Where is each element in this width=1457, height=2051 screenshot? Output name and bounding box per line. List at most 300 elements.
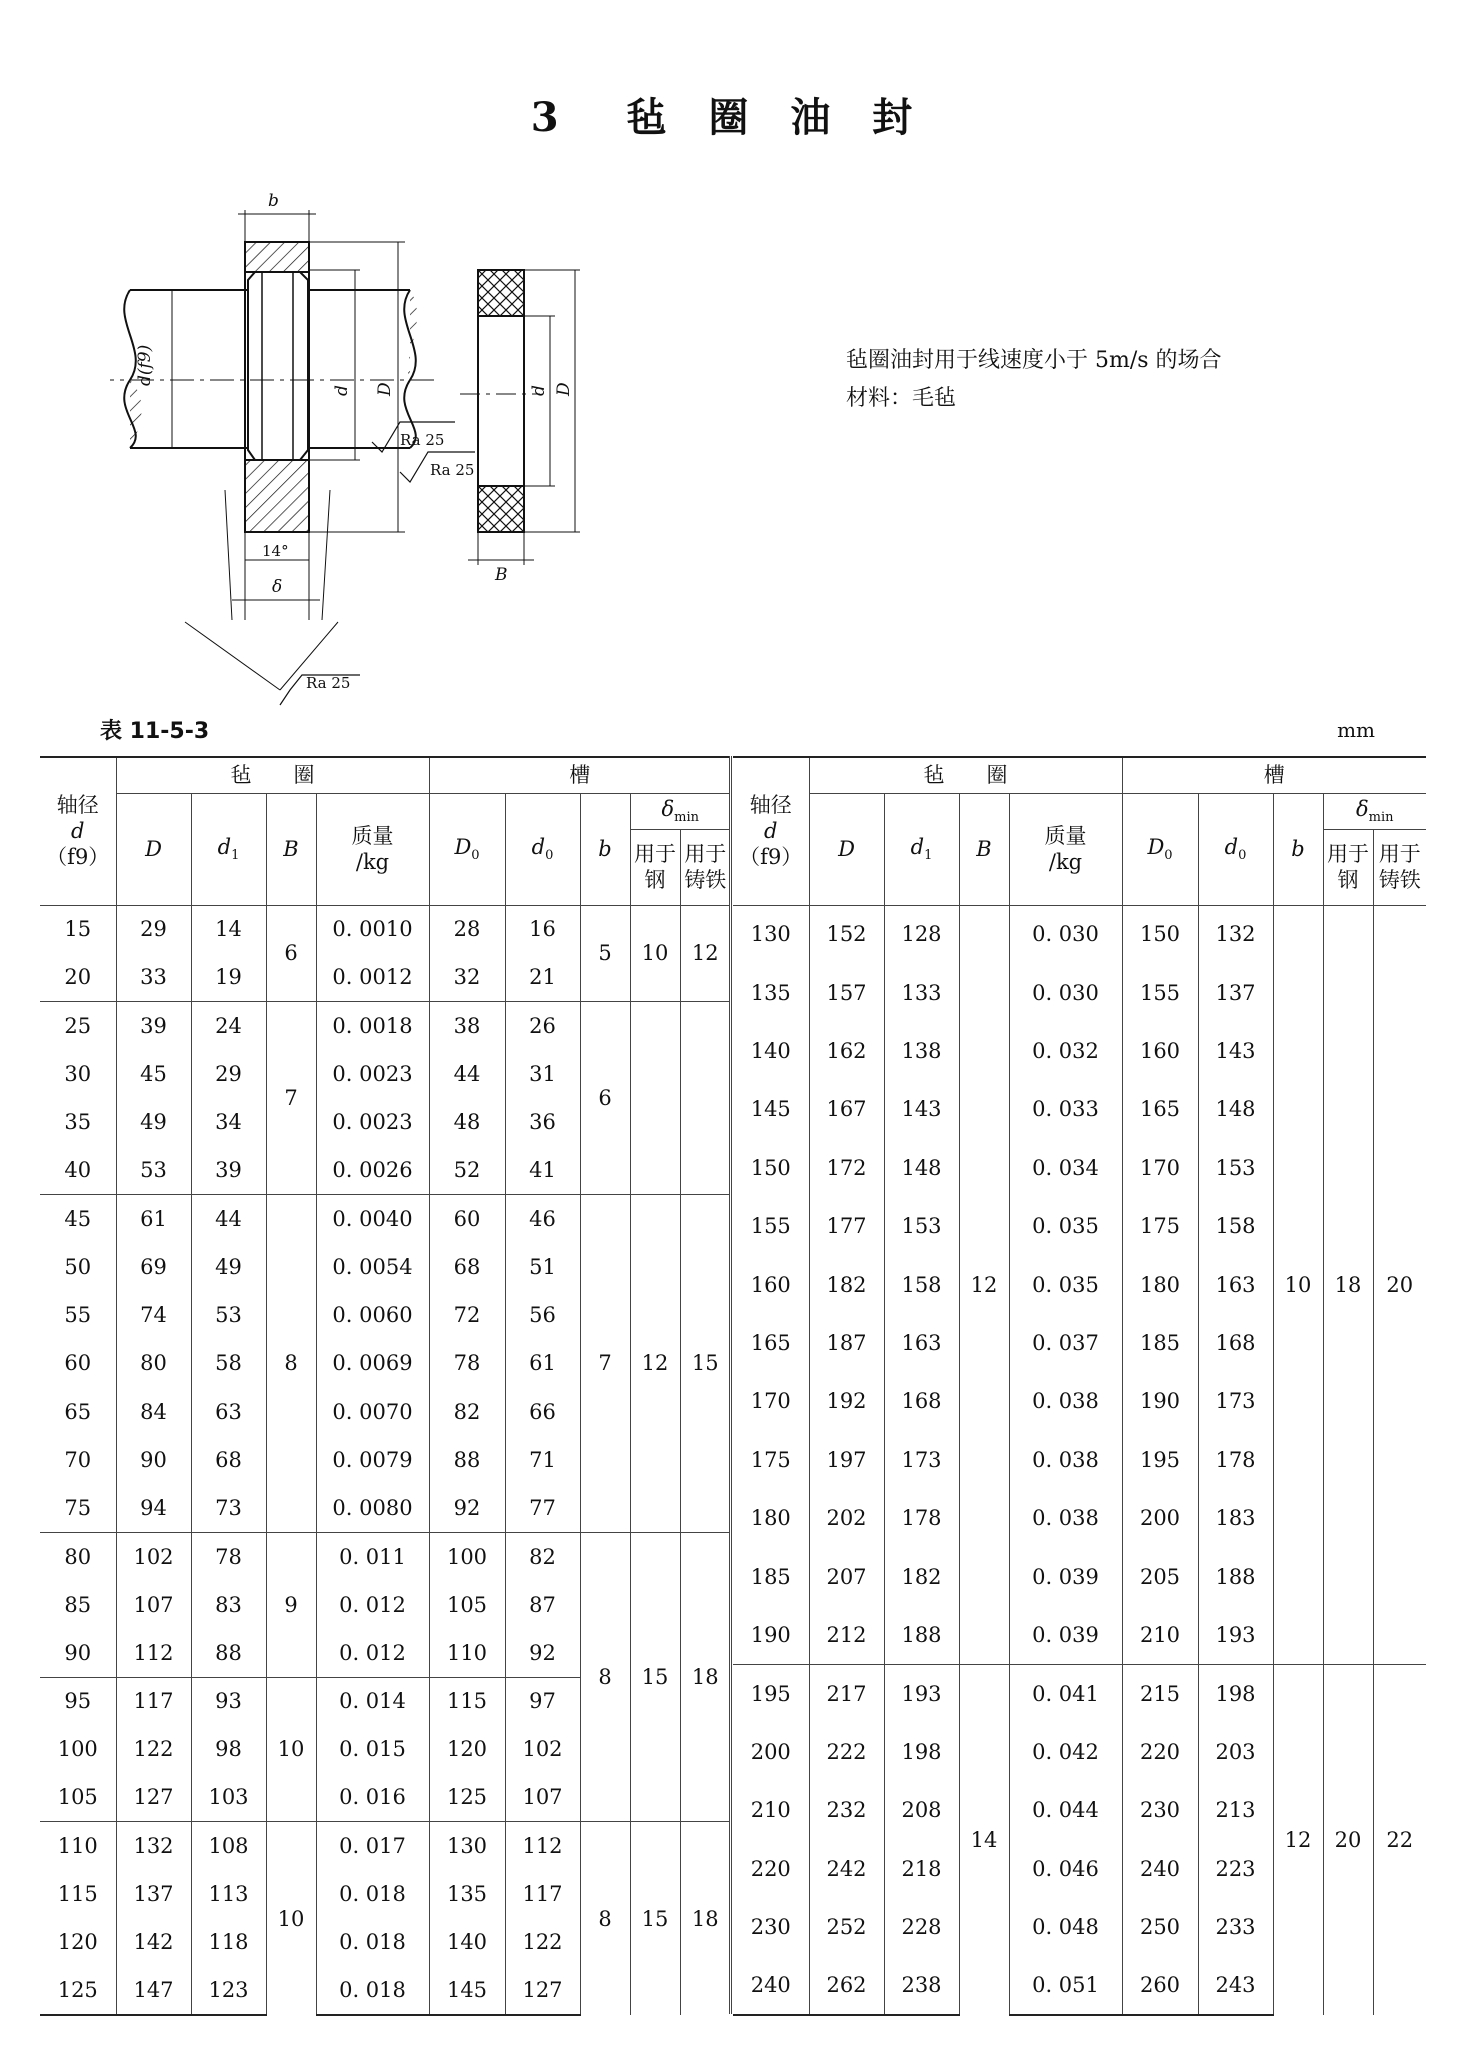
cell-D0: 200 [1122,1489,1198,1547]
cell-mass: 0. 012 [316,1581,429,1629]
cell-mass: 0. 018 [316,1967,429,2015]
cell-D: 147 [116,1967,191,2015]
cell-d1: 83 [191,1581,266,1629]
cell-d1: 34 [191,1098,266,1146]
cell-shaft-d: 185 [733,1547,809,1605]
cell-mass: 0. 0080 [316,1484,429,1532]
cell-delta-iron [680,1002,730,1195]
cell-shaft-d: 135 [733,963,809,1021]
cell-D: 74 [116,1291,191,1339]
cell-shaft-d: 210 [733,1781,809,1839]
cell-B: 14 [959,1664,1009,2014]
cell-mass: 0. 037 [1009,1314,1122,1372]
cell-shaft-d: 30 [40,1050,116,1098]
cell-D: 177 [809,1197,884,1255]
cell-shaft-d: 195 [733,1664,809,1722]
cell-shaft-d: 25 [40,1002,116,1050]
header-b: b [1273,793,1323,905]
cell-b: 8 [580,1532,630,1822]
cell-B: 10 [266,1822,316,2015]
cell-d0: 102 [505,1725,580,1773]
cell-delta-steel: 10 [630,905,680,1002]
cell-d1: 148 [884,1139,959,1197]
cell-b: 12 [1273,1664,1323,2014]
cell-d1: 218 [884,1840,959,1898]
cell-d0: 51 [505,1243,580,1291]
header-D: D [116,793,191,905]
cell-mass: 0. 035 [1009,1197,1122,1255]
cell-D: 33 [116,953,191,1001]
cell-D: 242 [809,1840,884,1898]
cell-mass: 0. 038 [1009,1489,1122,1547]
cell-d0: 198 [1198,1664,1273,1722]
description [846,342,1222,418]
cell-d1: 93 [191,1677,266,1725]
cell-d1: 138 [884,1022,959,1080]
cell-d1: 228 [884,1898,959,1956]
cell-d1: 63 [191,1388,266,1436]
cell-d0: 41 [505,1146,580,1194]
header-B: B [266,793,316,905]
header-groove: 槽 [1122,757,1426,793]
cell-d0: 107 [505,1774,580,1822]
cell-mass: 0. 039 [1009,1606,1122,1664]
header-steel: 用于 钢 [630,829,680,905]
cell-d1: 58 [191,1339,266,1387]
cell-d1: 178 [884,1489,959,1547]
cell-D0: 250 [1122,1898,1198,1956]
description-usage: 毡圈油封用于线速度小于 5m/s 的场合 [846,348,1222,373]
cell-mass: 0. 032 [1009,1022,1122,1080]
cell-d1: 153 [884,1197,959,1255]
description-material: 材料：毛毡 [846,386,957,411]
cell-delta-iron: 22 [1373,1664,1426,2014]
cell-mass: 0. 046 [1009,1840,1122,1898]
cell-D: 172 [809,1139,884,1197]
cell-d0: 127 [505,1967,580,2015]
cell-D: 187 [809,1314,884,1372]
cell-d1: 53 [191,1291,266,1339]
table-left-half [40,756,730,2016]
cell-d0: 66 [505,1388,580,1436]
cell-d0: 188 [1198,1547,1273,1605]
cell-d0: 148 [1198,1080,1273,1138]
header-felt: 毡 圈 [809,757,1122,793]
cell-shaft-d: 50 [40,1243,116,1291]
cell-d0: 82 [505,1532,580,1580]
cell-shaft-d: 230 [733,1898,809,1956]
cell-D: 90 [116,1436,191,1484]
cell-mass: 0. 018 [316,1870,429,1918]
cell-mass: 0. 0070 [316,1388,429,1436]
cell-mass: 0. 035 [1009,1255,1122,1313]
cell-d0: 213 [1198,1781,1273,1839]
table-row [40,1002,730,1050]
cell-mass: 0. 018 [316,1918,429,1966]
cell-D: 157 [809,963,884,1021]
cell-mass: 0. 0054 [316,1243,429,1291]
cell-mass: 0. 0012 [316,953,429,1001]
cell-D: 122 [116,1725,191,1773]
cell-mass: 0. 030 [1009,963,1122,1021]
cell-shaft-d: 175 [733,1431,809,1489]
cell-D0: 88 [429,1436,505,1484]
header-D: D [809,793,884,905]
cell-shaft-d: 165 [733,1314,809,1372]
cell-D0: 92 [429,1484,505,1532]
cell-mass: 0. 0010 [316,905,429,953]
cell-shaft-d: 155 [733,1197,809,1255]
cell-D0: 220 [1122,1723,1198,1781]
label-ra-2: Ra 25 [430,461,475,479]
cell-mass: 0. 0018 [316,1002,429,1050]
cell-d1: 98 [191,1725,266,1773]
header-D0: $D_0$ [429,793,505,905]
cell-d1: 24 [191,1002,266,1050]
header-mass: 质量 /kg [316,793,429,905]
cell-D: 61 [116,1195,191,1243]
cell-shaft-d: 65 [40,1388,116,1436]
header-groove: 槽 [429,757,730,793]
cell-D0: 68 [429,1243,505,1291]
cell-D: 84 [116,1388,191,1436]
cell-D: 212 [809,1606,884,1664]
cell-D: 152 [809,905,884,963]
table-row [40,1195,730,1243]
cell-D0: 180 [1122,1255,1198,1313]
cell-mass: 0. 038 [1009,1431,1122,1489]
cell-d0: 132 [1198,905,1273,963]
cell-d0: 21 [505,953,580,1001]
cell-d1: 128 [884,905,959,963]
cell-B: 12 [959,905,1009,1664]
cell-D0: 32 [429,953,505,1001]
cell-shaft-d: 20 [40,953,116,1001]
cell-D0: 28 [429,905,505,953]
label-b: b [268,191,279,211]
cell-mass: 0. 0079 [316,1436,429,1484]
cell-D0: 78 [429,1339,505,1387]
cell-shaft-d: 200 [733,1723,809,1781]
cell-shaft-d: 160 [733,1255,809,1313]
cell-mass: 0. 041 [1009,1664,1122,1722]
cell-d0: 158 [1198,1197,1273,1255]
cell-D0: 105 [429,1581,505,1629]
cell-shaft-d: 115 [40,1870,116,1918]
header-shaft: 轴径 d （f9） [733,757,809,905]
cell-d0: 173 [1198,1372,1273,1430]
cell-d1: 198 [884,1723,959,1781]
cell-B: 7 [266,1002,316,1195]
cell-shaft-d: 220 [733,1840,809,1898]
cell-shaft-d: 100 [40,1725,116,1773]
cell-d1: 193 [884,1664,959,1722]
header-d0: $d_0$ [1198,793,1273,905]
cell-D0: 82 [429,1388,505,1436]
cell-D: 69 [116,1243,191,1291]
cell-shaft-d: 60 [40,1339,116,1387]
cell-d0: 143 [1198,1022,1273,1080]
cell-d1: 238 [884,1956,959,2014]
table-right-half [733,756,1426,2016]
cell-D: 112 [116,1629,191,1677]
header-delta: $\delta_{min}$ [630,793,730,829]
cell-d0: 71 [505,1436,580,1484]
cell-D: 182 [809,1255,884,1313]
cell-D0: 160 [1122,1022,1198,1080]
cell-mass: 0. 044 [1009,1781,1122,1839]
cell-shaft-d: 45 [40,1195,116,1243]
cell-d0: 163 [1198,1255,1273,1313]
cell-b: 5 [580,905,630,1002]
cell-D: 80 [116,1339,191,1387]
cell-b: 10 [1273,905,1323,1664]
cell-D0: 130 [429,1822,505,1870]
cell-d1: 208 [884,1781,959,1839]
cell-d0: 56 [505,1291,580,1339]
header-felt: 毡 圈 [116,757,429,793]
cell-shaft-d: 145 [733,1080,809,1138]
cell-D: 117 [116,1677,191,1725]
cell-mass: 0. 038 [1009,1372,1122,1430]
cell-shaft-d: 15 [40,905,116,953]
cell-d1: 29 [191,1050,266,1098]
cell-delta-steel: 15 [630,1532,680,1822]
cell-d1: 44 [191,1195,266,1243]
cell-delta-steel: 15 [630,1822,680,2015]
cell-d1: 133 [884,963,959,1021]
cell-D0: 215 [1122,1664,1198,1722]
cell-mass: 0. 017 [316,1822,429,1870]
cell-delta-iron: 18 [680,1822,730,2015]
label-d-f9: d(f9) [135,344,155,386]
cell-shaft-d: 180 [733,1489,809,1547]
cell-shaft-d: 55 [40,1291,116,1339]
cell-shaft-d: 170 [733,1372,809,1430]
cell-d0: 31 [505,1050,580,1098]
cell-D: 222 [809,1723,884,1781]
header-shaft: 轴径 d （f9） [40,757,116,905]
cell-D0: 38 [429,1002,505,1050]
label-delta: δ [272,577,283,597]
header-d1: $d_1$ [191,793,266,905]
cell-D: 207 [809,1547,884,1605]
cell-D: 167 [809,1080,884,1138]
header-d1: $d_1$ [884,793,959,905]
cell-mass: 0. 042 [1009,1723,1122,1781]
cell-b: 7 [580,1195,630,1533]
cell-d0: 87 [505,1581,580,1629]
cell-D0: 150 [1122,905,1198,963]
cell-D0: 72 [429,1291,505,1339]
cell-d0: 26 [505,1002,580,1050]
header-d0: $d_0$ [505,793,580,905]
cell-shaft-d: 80 [40,1532,116,1580]
table-row [40,1532,730,1580]
cell-mass: 0. 011 [316,1532,429,1580]
cell-mass: 0. 051 [1009,1956,1122,2014]
header-mass: 质量 /kg [1009,793,1122,905]
cell-mass: 0. 0023 [316,1050,429,1098]
label-B: B [495,565,508,585]
cell-shaft-d: 110 [40,1822,116,1870]
cell-D: 232 [809,1781,884,1839]
cell-D0: 185 [1122,1314,1198,1372]
cell-b: 6 [580,1002,630,1195]
cell-d1: 168 [884,1372,959,1430]
cell-d0: 112 [505,1822,580,1870]
cell-delta-iron: 12 [680,905,730,1002]
cell-d1: 68 [191,1436,266,1484]
cell-D0: 140 [429,1918,505,1966]
cell-d1: 113 [191,1870,266,1918]
cell-delta-iron: 18 [680,1532,730,1822]
cell-D0: 190 [1122,1372,1198,1430]
header-D0: $D_0$ [1122,793,1198,905]
cell-d1: 163 [884,1314,959,1372]
cell-mass: 0. 014 [316,1677,429,1725]
cell-d1: 182 [884,1547,959,1605]
cell-D: 127 [116,1774,191,1822]
cell-D: 262 [809,1956,884,2014]
cell-mass: 0. 015 [316,1725,429,1773]
cell-d0: 122 [505,1918,580,1966]
cell-D: 217 [809,1664,884,1722]
cell-d1: 108 [191,1822,266,1870]
cell-d0: 233 [1198,1898,1273,1956]
cell-D: 137 [116,1870,191,1918]
cell-d1: 88 [191,1629,266,1677]
cell-mass: 0. 048 [1009,1898,1122,1956]
cell-mass: 0. 0026 [316,1146,429,1194]
cell-D: 162 [809,1022,884,1080]
cell-d0: 61 [505,1339,580,1387]
cell-d0: 117 [505,1870,580,1918]
label-ra-3: Ra 25 [306,674,351,692]
cell-D: 142 [116,1918,191,1966]
cell-d0: 137 [1198,963,1273,1021]
cell-d1: 143 [884,1080,959,1138]
cell-d1: 118 [191,1918,266,1966]
cell-D0: 175 [1122,1197,1198,1255]
page-title: 3 毡 圈 油 封 [530,94,927,141]
cell-D0: 110 [429,1629,505,1677]
cell-d1: 73 [191,1484,266,1532]
label-d1: d [529,385,549,396]
cell-mass: 0. 039 [1009,1547,1122,1605]
table-caption: 表 11-5-3 [100,719,210,744]
cell-shaft-d: 95 [40,1677,116,1725]
cell-D0: 135 [429,1870,505,1918]
label-D0: D [375,382,395,396]
cell-d1: 188 [884,1606,959,1664]
label-ra-1: Ra 25 [400,431,445,449]
cell-mass: 0. 033 [1009,1080,1122,1138]
cell-shaft-d: 190 [733,1606,809,1664]
cell-D0: 260 [1122,1956,1198,2014]
cell-d1: 78 [191,1532,266,1580]
table-row [733,905,1426,963]
label-D: D [554,382,574,396]
cell-shaft-d: 125 [40,1967,116,2015]
cell-shaft-d: 240 [733,1956,809,2014]
cell-mass: 0. 0040 [316,1195,429,1243]
header-B: B [959,793,1009,905]
cell-delta-iron: 20 [1373,905,1426,1664]
felt-seal-drawing [110,190,670,710]
cell-D0: 120 [429,1725,505,1773]
header-delta: $\delta_{min}$ [1323,793,1426,829]
cell-D: 49 [116,1098,191,1146]
cell-D: 202 [809,1489,884,1547]
cell-d1: 19 [191,953,266,1001]
cell-D0: 155 [1122,963,1198,1021]
cell-d0: 153 [1198,1139,1273,1197]
label-d0: d [332,385,352,396]
cell-d0: 183 [1198,1489,1273,1547]
cell-D0: 230 [1122,1781,1198,1839]
cell-D0: 52 [429,1146,505,1194]
cell-d0: 168 [1198,1314,1273,1372]
cell-d0: 77 [505,1484,580,1532]
cell-d1: 39 [191,1146,266,1194]
cell-D0: 240 [1122,1840,1198,1898]
label-angle: 14° [262,542,289,560]
cell-d1: 103 [191,1774,266,1822]
cell-shaft-d: 70 [40,1436,116,1484]
cell-d0: 203 [1198,1723,1273,1781]
cell-d0: 36 [505,1098,580,1146]
cell-D: 53 [116,1146,191,1194]
cell-shaft-d: 140 [733,1022,809,1080]
cell-D0: 145 [429,1967,505,2015]
cell-d0: 193 [1198,1606,1273,1664]
cell-mass: 0. 016 [316,1774,429,1822]
cell-d0: 243 [1198,1956,1273,2014]
cell-shaft-d: 35 [40,1098,116,1146]
cell-mass: 0. 034 [1009,1139,1122,1197]
cell-d0: 16 [505,905,580,953]
cell-D0: 60 [429,1195,505,1243]
cell-shaft-d: 75 [40,1484,116,1532]
header-iron: 用于 铸铁 [1373,829,1426,905]
cell-d0: 97 [505,1677,580,1725]
cell-delta-steel [630,1002,680,1195]
cell-D: 192 [809,1372,884,1430]
cell-shaft-d: 130 [733,905,809,963]
cell-D0: 48 [429,1098,505,1146]
cell-shaft-d: 120 [40,1918,116,1966]
table-row [40,905,730,953]
cell-D0: 195 [1122,1431,1198,1489]
cell-b: 8 [580,1822,630,2015]
cell-D0: 165 [1122,1080,1198,1138]
cell-shaft-d: 90 [40,1629,116,1677]
cell-D0: 100 [429,1532,505,1580]
cell-B: 6 [266,905,316,1002]
cell-d0: 223 [1198,1840,1273,1898]
header-b: b [580,793,630,905]
cell-D0: 170 [1122,1139,1198,1197]
cell-d0: 178 [1198,1431,1273,1489]
cell-D0: 210 [1122,1606,1198,1664]
cell-D0: 205 [1122,1547,1198,1605]
cell-D: 45 [116,1050,191,1098]
cell-d0: 46 [505,1195,580,1243]
cell-mass: 0. 0069 [316,1339,429,1387]
cell-delta-steel: 12 [630,1195,680,1533]
header-iron: 用于 铸铁 [680,829,730,905]
